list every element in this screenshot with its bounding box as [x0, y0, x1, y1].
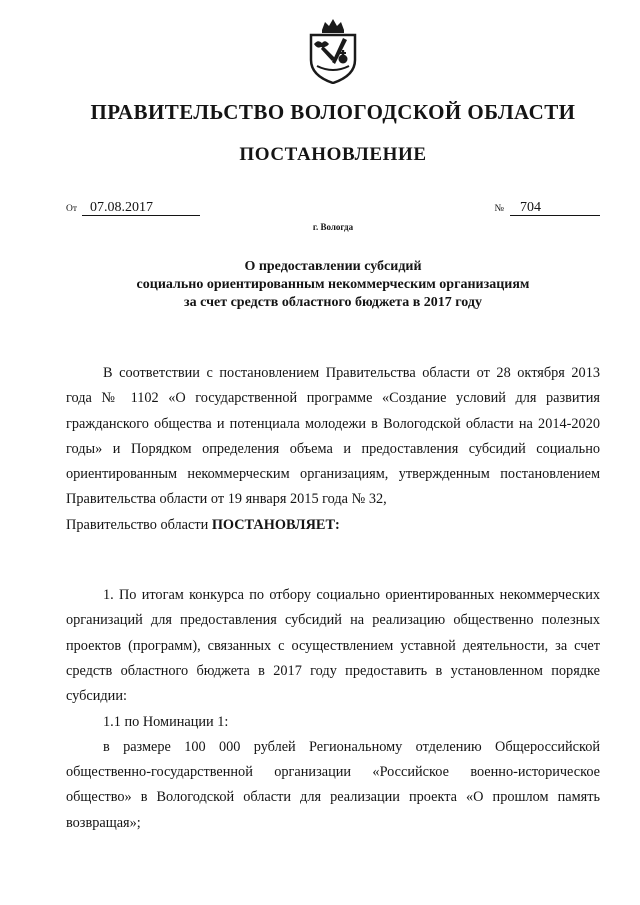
preamble-paragraph: В соответствии с постановлением Правительства области от 28 октября 2013 года № 1102 «О государственной программе «Создание условий для развития гражданского общества и потенциала молодежи в Вологодской области на 2014-2020 годы» и Порядком определения объема и предоставления субсидий социально ориентированным некоммерческим организациям, утвержденным постановлением Правительства области от 19 января 2015 года № 32,: [66, 365, 600, 508]
document-date: 07.08.2017: [82, 201, 200, 216]
document-city: г. Вологда: [312, 222, 354, 232]
number-prefix: №: [494, 203, 504, 214]
subject-line: за счет средств областного бюджета в 2017 году: [184, 295, 482, 310]
number-block: [494, 200, 600, 216]
item-1-paragraph: 1. По итогам конкурса по отбору социально ориентированных некоммерческих организаций для предоставления субсидий на реализацию общественно полезных проектов (программ), связанных с осуществлением уставной деятельности, за счет средств областного бюджета в 2017 году предоставить в установленном порядке субсидии:: [66, 587, 600, 705]
resolves-paragraph: [66, 513, 600, 538]
item-1-1-paragraph: в размере 100 000 рублей Региональному отделению Общероссийской общественно-государственной организации «Российское военно-историческое общество» в Вологодской области для реализации проекта «О прошлом память возвращая»;: [66, 738, 600, 831]
subject-line: О предоставлении субсидий: [244, 259, 422, 274]
document-meta: [66, 200, 600, 240]
resolves-word: ПОСТАНОВЛЯЕТ:: [211, 516, 340, 533]
subject-line: социально ориентированным некоммерческим организациям: [136, 277, 530, 292]
document-body: [66, 361, 600, 836]
document-number: 704: [510, 201, 600, 216]
resolves-prefix: Правительство области: [66, 516, 212, 533]
date-block: [66, 200, 200, 216]
document-type: ПОСТАНОВЛЕНИЕ: [239, 144, 427, 165]
coat-of-arms-icon: [305, 16, 361, 84]
date-prefix: От: [66, 204, 78, 214]
document-subject: [66, 258, 600, 312]
emblem: [66, 0, 600, 86]
item-1-1-heading: 1.1 по Номинации 1:: [103, 713, 229, 730]
organization-title: ПРАВИТЕЛЬСТВО ВОЛОГОДСКОЙ ОБЛАСТИ: [90, 100, 576, 124]
